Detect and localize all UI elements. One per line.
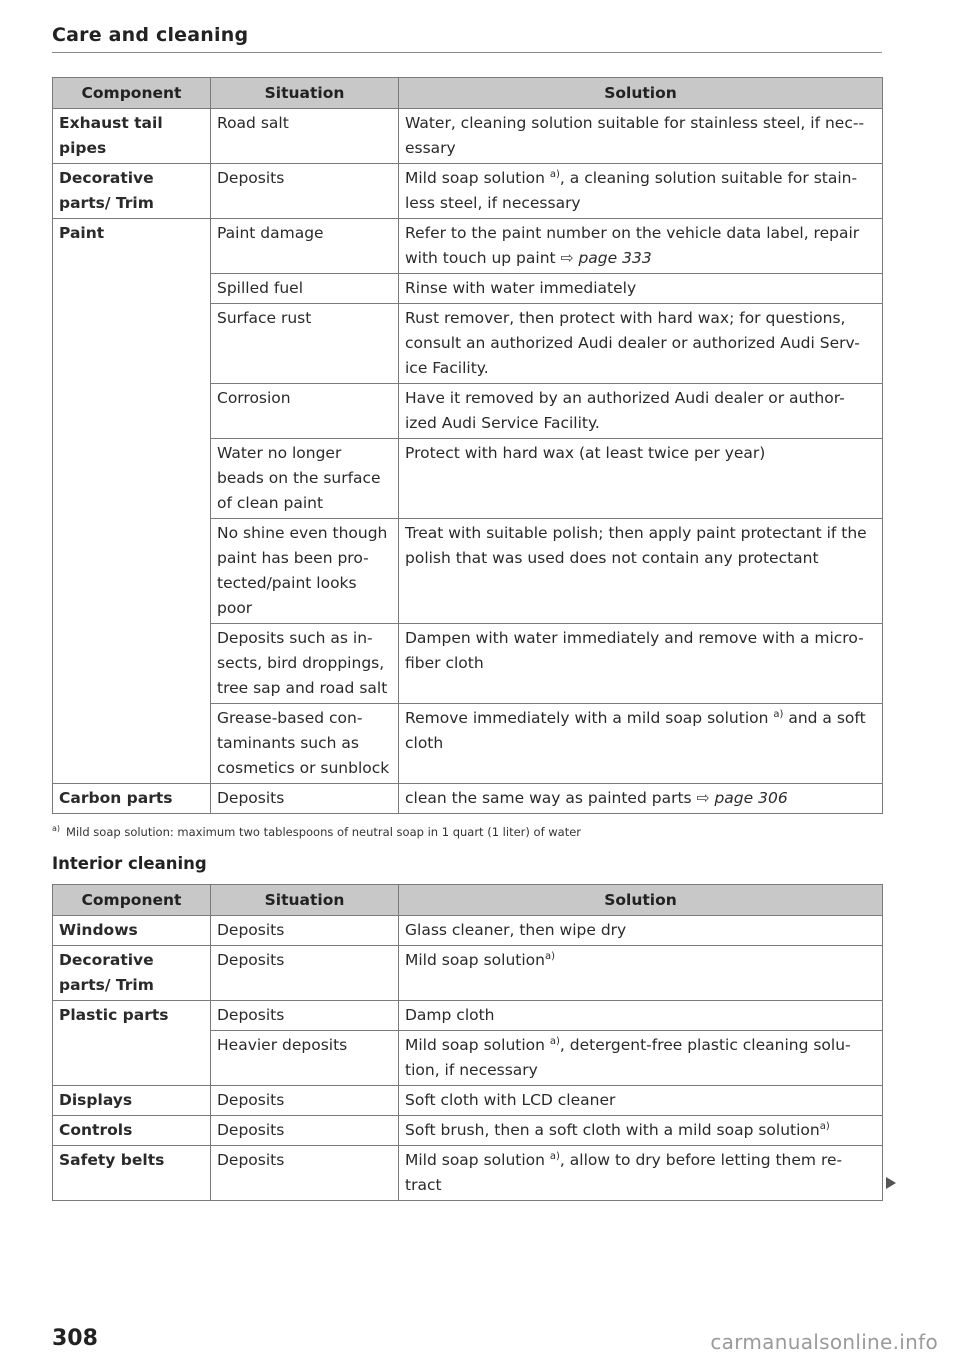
table-row <box>53 1001 883 1031</box>
footnote-marker: a) <box>549 1150 560 1162</box>
solution-cell: Water, cleaning solution suitable for stainless steel, if nec-essary <box>399 109 883 164</box>
page-number: 308 <box>52 1326 98 1351</box>
solution-cell <box>399 164 883 219</box>
table-row <box>53 946 883 1001</box>
column-header-situation: Situation <box>211 885 399 916</box>
component-cell: Safety belts <box>53 1146 211 1201</box>
component-cell: Decorative parts/ Trim <box>53 946 211 1001</box>
solution-cell <box>399 1031 883 1086</box>
situation-cell: Deposits <box>211 164 399 219</box>
page-reference-arrow-icon: ⇨ <box>696 789 710 807</box>
solution-text: Mild soap solution <box>405 1151 550 1169</box>
component-cell: Windows <box>53 916 211 946</box>
footnote-marker: a) <box>544 950 555 962</box>
page-reference-arrow-icon: ⇨ <box>560 249 574 267</box>
situation-cell: No shine even though paint has been pro-tected/paint looks poor <box>211 519 399 624</box>
solution-text: , a cleaning solution suitable for stain-less steel, if necessary <box>405 169 858 212</box>
column-header-component: Component <box>53 78 211 109</box>
solution-text: Mild soap solution <box>405 951 545 969</box>
table-row <box>53 916 883 946</box>
component-cell: Paint <box>53 219 211 784</box>
situation-cell: Deposits <box>211 1086 399 1116</box>
page-header-title: Care and cleaning <box>52 24 249 46</box>
table-row <box>53 1116 883 1146</box>
component-cell: Displays <box>53 1086 211 1116</box>
footnote <box>52 824 581 839</box>
solution-text: Mild soap solution <box>405 169 550 187</box>
solution-text: , allow to dry before letting them re-tract <box>405 1151 843 1194</box>
solution-cell <box>399 1116 883 1146</box>
situation-cell: Paint damage <box>211 219 399 274</box>
situation-cell: Grease-based con-taminants such as cosmetics or sunblock <box>211 704 399 784</box>
table-row <box>53 109 883 164</box>
solution-cell: Soft cloth with LCD cleaner <box>399 1086 883 1116</box>
table-header-row <box>53 78 883 109</box>
footnote-marker: a) <box>549 168 560 180</box>
component-cell: Exhaust tail pipes <box>53 109 211 164</box>
component-cell: Carbon parts <box>53 784 211 814</box>
interior-cleaning-table <box>52 884 883 1201</box>
situation-cell: Road salt <box>211 109 399 164</box>
column-header-solution: Solution <box>399 885 883 916</box>
component-cell: Controls <box>53 1116 211 1146</box>
footnote-marker: a) <box>819 1120 830 1132</box>
table-row <box>53 1086 883 1116</box>
watermark: carmanualsonline.info <box>710 1330 938 1354</box>
solution-cell <box>399 219 883 274</box>
table-row <box>53 1146 883 1201</box>
solution-cell: Have it removed by an authorized Audi dealer or author-ized Audi Service Facility. <box>399 384 883 439</box>
situation-cell: Surface rust <box>211 304 399 384</box>
solution-cell: Protect with hard wax (at least twice per year) <box>399 439 883 519</box>
column-header-situation: Situation <box>211 78 399 109</box>
solution-cell: Rinse with water immediately <box>399 274 883 304</box>
footnote-marker: a) <box>549 1035 560 1047</box>
situation-cell: Heavier deposits <box>211 1031 399 1086</box>
situation-cell: Corrosion <box>211 384 399 439</box>
solution-text: Mild soap solution <box>405 1036 550 1054</box>
solution-cell: Damp cloth <box>399 1001 883 1031</box>
solution-cell: Glass cleaner, then wipe dry <box>399 916 883 946</box>
situation-cell: Water no longer beads on the surface of clean paint <box>211 439 399 519</box>
table-row <box>53 784 883 814</box>
footnote-marker: a) <box>52 824 61 833</box>
situation-cell: Deposits <box>211 784 399 814</box>
table-header-row <box>53 885 883 916</box>
column-header-solution: Solution <box>399 78 883 109</box>
solution-text: Remove immediately with a mild soap solution <box>405 709 774 727</box>
exterior-cleaning-table <box>52 77 883 814</box>
component-cell: Plastic parts <box>53 1001 211 1086</box>
situation-cell: Deposits <box>211 946 399 1001</box>
situation-cell: Spilled fuel <box>211 274 399 304</box>
header-divider <box>52 52 882 53</box>
section-title-interior-cleaning: Interior cleaning <box>52 854 207 873</box>
situation-cell: Deposits such as in-sects, bird droppings, tree sap and road salt <box>211 624 399 704</box>
solution-cell: Dampen with water immediately and remove with a micro-fiber cloth <box>399 624 883 704</box>
solution-text: , detergent-free plastic cleaning solu-tion, if necessary <box>405 1036 851 1079</box>
solution-cell <box>399 784 883 814</box>
solution-cell <box>399 704 883 784</box>
situation-cell: Deposits <box>211 1146 399 1201</box>
footnote-text: Mild soap solution: maximum two tablespoons of neutral soap in 1 quart (1 liter) of water <box>66 824 582 839</box>
solution-cell <box>399 1146 883 1201</box>
component-cell: Decorative parts/ Trim <box>53 164 211 219</box>
column-header-component: Component <box>53 885 211 916</box>
continue-arrow-icon <box>886 1177 896 1189</box>
page-reference-link[interactable]: page 333 <box>578 249 652 267</box>
table-row <box>53 164 883 219</box>
solution-text: clean the same way as painted parts <box>405 789 697 807</box>
footnote-marker: a) <box>773 708 784 720</box>
situation-cell: Deposits <box>211 1116 399 1146</box>
solution-cell <box>399 946 883 1001</box>
table-row <box>53 219 883 274</box>
solution-text: Soft brush, then a soft cloth with a mild soap solution <box>405 1121 820 1139</box>
solution-text: Refer to the paint number on the vehicle data label, repair with touch up paint <box>405 224 860 267</box>
solution-cell: Rust remover, then protect with hard wax; for questions, consult an authorized Audi dealer or authorized Audi Serv-ice Facility. <box>399 304 883 384</box>
solution-text: and a soft cloth <box>405 709 866 752</box>
page-reference-link[interactable]: page 306 <box>714 789 788 807</box>
situation-cell: Deposits <box>211 1001 399 1031</box>
solution-cell: Treat with suitable polish; then apply paint protectant if the polish that was used does not contain any protectant <box>399 519 883 624</box>
situation-cell: Deposits <box>211 916 399 946</box>
